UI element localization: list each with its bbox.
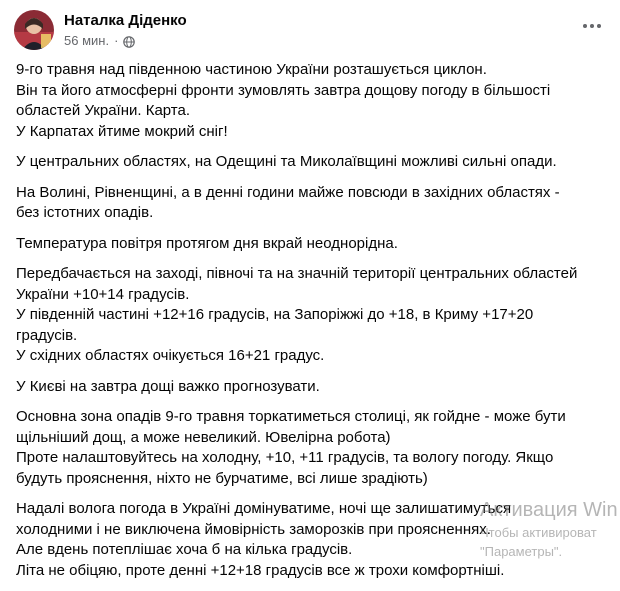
post-time[interactable]: 56 мин. [64,33,110,48]
globe-icon[interactable] [123,35,135,47]
more-dots-icon [582,23,602,29]
post-paragraph: Передбачається на заході, півночі та на значній території центральних областей України +10+14 градусів. У південній частині +12+16 градусів, на Запоріжжі до +18, в Криму +17+20 градусів. У східних областях очікується 16+21 градус. [16,265,578,364]
author-avatar[interactable] [14,10,54,50]
post-paragraph: 9-го травня над південною частиною України розташується циклон. Він та його атмосферні фронти зумовлять завтра дощову погоду в більшості областей України. Карта. У Карпатах йтиме мокрий сніг! [16,61,551,140]
watermark-line-1: Чтобы активироват [480,525,597,540]
more-options-button[interactable] [578,14,606,38]
post-header [14,10,187,50]
watermark-title: Активация Win [480,499,618,521]
post-paragraph: Надалі волога погода в Україні домінуватиме, ночі ще залишатимуться холодними і не виключена ймовірність заморозків при проясненнях. Але вдень потеплішає хоча б на кілька градусів. Літа не обіцяю, проте денні +12+18 градусів все ж трохи комфортніші. [16,500,512,579]
meta-separator: · [114,33,119,48]
post-paragraph: На Волині, Рівненщині, а в денні години майже повсюди в західних областях - без істотних опадів. [16,183,560,221]
post-text [16,60,612,591]
post-paragraph: Основна зона опадів 9-го травня торкатиметься столиці, як гойдне - може бути щільніший дощ, а може невеликий. Ювелірна робота) Проте налаштовуйтесь на холодну, +10, +11 градусів, та вологу погоду. Якщо будуть прояснення, ніхто не бурчатиме, всі лише зрадіють) [16,408,566,487]
post-meta [64,32,187,49]
author-name[interactable]: Наталка Діденко [64,12,187,29]
avatar-image [14,10,54,50]
post-paragraph: У Києві на завтра дощі важко прогнозувати. [16,377,320,395]
post-paragraph: У центральних областях, на Одещині та Миколаївщині можливі сильні опади. [16,153,557,170]
post-paragraph: Температура повітря протягом дня вкрай неоднорідна. [16,234,398,252]
watermark-line-2: "Параметры". [480,544,563,559]
